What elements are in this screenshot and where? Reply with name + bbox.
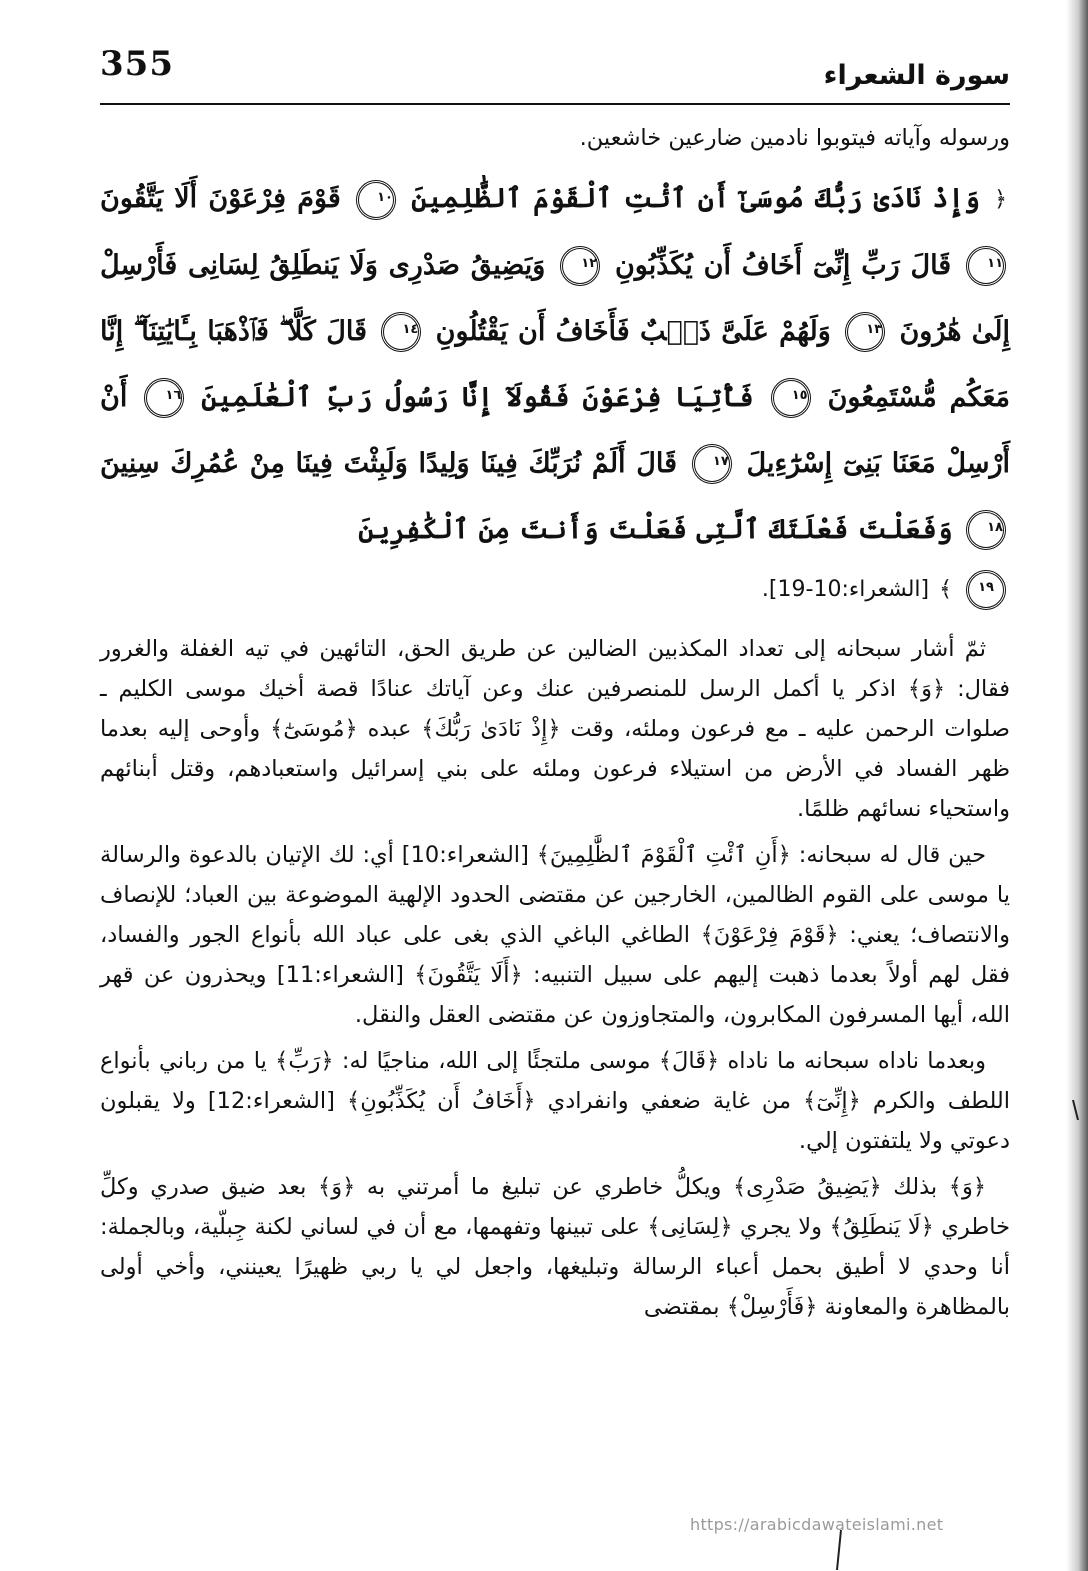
ayah-number-marker: ١١ bbox=[966, 246, 1006, 286]
verse-text: أَنْ أَرْسِلْ مَعَنَا بَنِىٓ إِسْرَٰٓءِيلَ bbox=[100, 381, 1010, 479]
page-number: 355 bbox=[100, 44, 174, 84]
surah-running-title: سورة الشعراء bbox=[823, 60, 1010, 91]
stray-pen-mark bbox=[1072, 1100, 1080, 1120]
ayah-number-marker: ١٨ bbox=[966, 510, 1006, 550]
ayah-number-marker: ١٤ bbox=[381, 312, 421, 352]
commentary-paragraph: ﴿وَ﴾ بذلك ﴿يَضِيقُ صَدْرِى﴾ ويكلُّ خاطري عن تبليغ ما أمرتني به ﴿وَ﴾ بعد ضيق صدري وكلِّ خاطري ﴿لَا يَنطَلِقُ﴾ ولا يجري ﴿لِسَانِى﴾ على تبينها وتفهمها، مع أن في لساني لكنة جِبلّية، وبالجملة: أنا وحدي لا أطيق بحمل أعباء الرسالة وتبليغها، واجعل لي يا ربي ظهيرًا يعينني، وأخي أولى بالمظاهرة والمعاونة ﴿فَأَرْسِلْ﴾ بمقتضى bbox=[100, 1173, 1010, 1320]
verse-text: قَالَ رَبِّ إِنِّىٓ أَخَافُ أَن يُكَذِّبُونِ bbox=[614, 249, 952, 281]
ayah-number-marker: ١٦ bbox=[144, 378, 184, 418]
commentary-paragraph: وبعدما ناداه سبحانه ما ناداه ﴿قَالَ﴾ موسى ملتجئًا إلى الله، مناجيًا له: ﴿رَبِّ﴾ يا من رباني بأنواع اللطف والكرم ﴿إِنِّىٓ﴾ من غاية ضعفي وانفرادي ﴿أَخَافُ أَن يُكَذِّبُونِ﴾ [الشعراء:12] ولا يقبلون دعوتي ولا يلتفتون إلي. bbox=[100, 1047, 1010, 1154]
header-divider bbox=[100, 103, 1010, 105]
quran-reference-line bbox=[100, 563, 1010, 617]
ayah-number-marker: ١٥ bbox=[771, 378, 811, 418]
verse-text: فَأْتِيَا فِرْعَوْنَ فَقُولَآ إِنَّا رَسُولُ رَبِّ ٱلْعَٰلَمِينَ bbox=[201, 381, 754, 413]
ayah-number-marker: ١٢ bbox=[560, 246, 600, 286]
verse-text: قَالَ كَلَّا ۖ فَٱذْهَبَا بِـَٔايَٰتِنَآ ۖ إِنَّا مَعَكُم مُّسْتَمِعُونَ bbox=[100, 315, 1011, 413]
ayah-number-marker: ١٧ bbox=[692, 444, 732, 484]
intro-line: ورسوله وآياته فيتوبوا نادمين ضارعين خاشعين. bbox=[579, 125, 1010, 151]
verse-text: وَيَضِيقُ صَدْرِى وَلَا يَنطَلِقُ لِسَانِى فَأَرْسِلْ إِلَىٰ هَٰرُونَ bbox=[100, 249, 1011, 347]
ayah-number-marker: ١٩ bbox=[966, 570, 1006, 610]
surah-verse-reference: [الشعراء:10-19]. bbox=[761, 576, 930, 602]
quran-verses-block bbox=[100, 166, 1010, 563]
ayah-number-marker: ١٠ bbox=[356, 180, 396, 220]
stray-pen-mark bbox=[835, 1530, 843, 1570]
commentary-paragraph: حين قال له سبحانه: ﴿أَنِ ٱئْتِ ٱلْقَوْمَ ٱلظَّٰلِمِينَ﴾ [الشعراء:10] أي: لك الإتيان بالدعوة والرسالة يا موسى على القوم الظالمين، الخارجين عن مقتضى الحدود الإلهية الموضوعة بين العباد؛ للإنصاف والانتصاف؛ يعني: ﴿قَوْمَ فِرْعَوْنَ﴾ الطاغي الباغي الذي بغى على عباد الله بأنواع الجور والفساد، فقل لهم أولاً بعدما ذهبت إليهم على سبيل التنبيه: ﴿أَلَا يَتَّقُونَ﴾ [الشعراء:11] ويحذرون عن قهر الله، أيها المسرفون المكابرون، والمتجاوزون عن مقتضى العقل والنقل. bbox=[100, 841, 1011, 1028]
verse-text: قَوْمَ فِرْعَوْنَ أَلَا يَتَّقُونَ bbox=[100, 183, 341, 214]
page-body bbox=[100, 118, 1010, 1327]
verse-text: قَالَ أَلَمْ نُرَبِّكَ فِينَا وَلِيدًا وَلَبِثْتَ فِينَا مِنْ عُمُرِكَ سِنِينَ bbox=[100, 447, 678, 479]
page-edge-shadow bbox=[1066, 0, 1088, 1571]
open-bracket-ornament: ﴿ bbox=[994, 186, 1007, 212]
commentary-paragraph: ثمّ أشار سبحانه إلى تعداد المكذبين الضالين عن طريق الحق، التائهين في تيه الغفلة والغرور فقال: ﴿وَ﴾ اذكر يا أكمل الرسل للمنصرفين عنك وعن آياتك عنادًا قصة أخيك موسى الكليم ـ صلوات الرحمن عليه ـ مع فرعون وملئه، وقت ﴿إِذْ نَادَىٰ رَبُّكَ﴾ عبده ﴿مُوسَىٰٓ﴾ وأوحى إليه بعدما ظهر الفساد في الأرض من استيلاء فرعون وملئه على بني إسرائيل واستعبادهم، وقتل أبنائهم واستحياء نسائهم ظلمًا. bbox=[100, 635, 1010, 822]
close-bracket-ornament: ﴾ bbox=[939, 576, 952, 602]
ayah-number-marker: ١٣ bbox=[845, 312, 885, 352]
verse-text: وَإِذْ نَادَىٰ رَبُّكَ مُوسَىٰٓ أَنِ ٱئْتِ ٱلْقَوْمَ ٱلظَّٰلِمِينَ bbox=[411, 183, 980, 214]
verse-text: وَلَهُمْ عَلَىَّ ذَنۢبٌ فَأَخَافُ أَن يَقْتُلُونِ bbox=[435, 315, 831, 347]
verse-text: وَفَعَلْتَ فَعْلَتَكَ ٱلَّتِى فَعَلْتَ وَأَنتَ مِنَ ٱلْكَٰفِرِينَ bbox=[358, 513, 953, 545]
website-watermark: https://arabicdawateislami.net bbox=[690, 1515, 944, 1534]
